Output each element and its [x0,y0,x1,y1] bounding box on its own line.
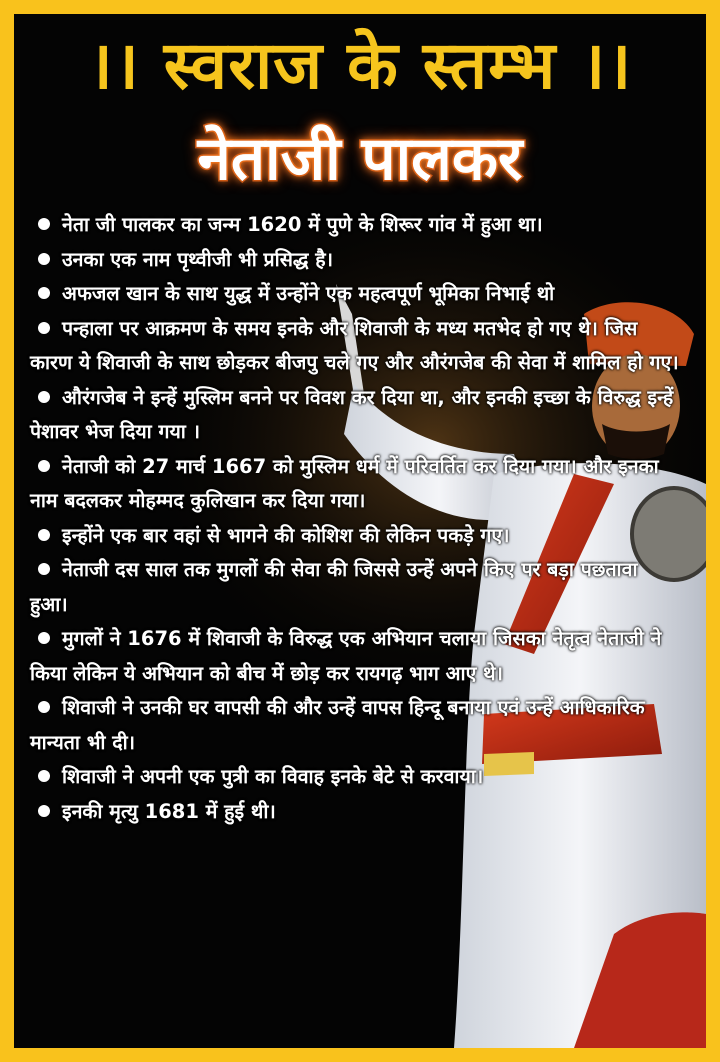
bullet-icon [38,529,50,541]
bullet-icon [38,322,50,334]
bullet-icon [38,460,50,472]
facts-list [30,208,680,829]
fact-text: उनका एक नाम पृथ्वीजी भी प्रसिद्ध है। [62,247,333,271]
bullet-icon [38,632,50,644]
fact-item [30,519,680,554]
fact-item [30,277,680,312]
poster-panel [14,14,706,1048]
fact-item [30,312,680,381]
fact-text: नेता जी पालकर का जन्म 1620 में पुणे के शिरूर गांव में हुआ था। [62,213,543,236]
fact-item [30,622,680,691]
fact-item [30,760,680,795]
fact-item [30,553,680,622]
fact-text: नेताजी को 27 मार्च 1667 को मुस्लिम धर्म में परिवर्तित कर दिया गया। और इनका नाम बदलकर मोहम्मद कुलिखान कर दिया गया। [30,454,659,512]
fact-text: अफजल खान के साथ युद्ध में उन्होंने एक महत्वपूर्ण भूमिका निभाई थो [62,282,555,305]
bullet-icon [38,701,50,713]
fact-text: शिवाजी ने उनकी घर वापसी की और उन्हें वापस हिन्दू बनाया एवं उन्हें आधिकारिक मान्यता भी दी। [30,696,645,754]
bullet-icon [38,218,50,230]
fact-item [30,795,680,830]
fact-text: इन्होंने एक बार वहां से भागने की कोशिश की लेकिन पकड़े गए। [62,523,510,547]
bullet-icon [38,563,50,575]
fact-item [30,691,680,760]
fact-text: पन्हाला पर आक्रमण के समय इनके और शिवाजी के मध्य मतभेद हो गए थे। जिस कारण ये शिवाजी के साथ छोड़कर बीजपु चले गए और औरंगजेब की सेवा में शामिल हो गए। [30,316,679,374]
bullet-icon [38,770,50,782]
fact-text: औरंगजेब ने इन्हें मुस्लिम बनने पर विवश कर दिया था, और इनकी इच्छा के विरुद्ध इन्हें पेशावर भेज दिया गया । [30,385,674,443]
fact-text: नेताजी दस साल तक मुगलों की सेवा की जिससे उन्हें अपने किए पर बड़ा पछतावा हुआ। [30,558,638,616]
fact-text: मुगलों ने 1676 में शिवाजी के विरुद्ध एक अभियान चलाया जिसका नेतृत्व नेताजी ने किया लेकिन ये अभियान को बीच में छोड़ कर रायगढ़ भाग आए थे। [30,627,662,685]
fact-item [30,208,680,243]
fact-item [30,243,680,278]
fact-item [30,381,680,450]
bullet-icon [38,805,50,817]
bullet-icon [38,391,50,403]
fact-text: शिवाजी ने अपनी एक पुत्री का विवाह इनके बेटे से करवाया। [62,765,484,788]
fact-item [30,450,680,519]
bullet-icon [38,287,50,299]
fact-text: इनकी मृत्यु 1681 में हुई थी। [62,799,276,823]
poster-subtitle: नेताजी पालकर [197,124,523,194]
bullet-icon [38,253,50,265]
poster-title: ।। स्वराज के स्तम्भ ।। [87,27,633,104]
